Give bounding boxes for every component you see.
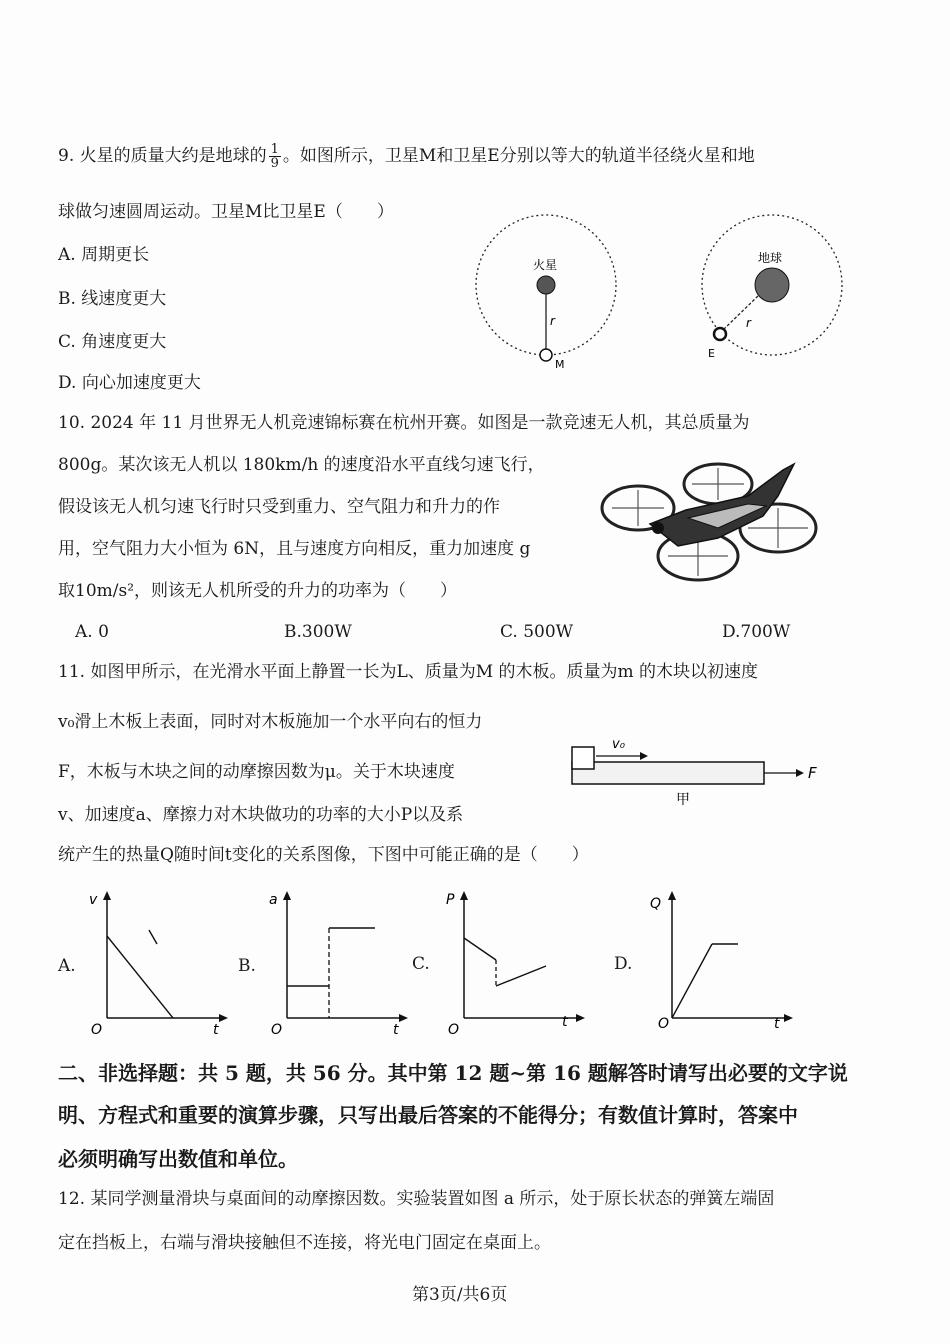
graph-a-ylabel: v [89,892,98,908]
graph-a-line [107,936,173,1018]
graph-c-option-label: C. [412,954,430,974]
page-number-footer: 第3页/共6页 [412,1285,508,1305]
q11-line1: 11. 如图甲所示，在光滑水平面上静置一长为L、质量为M 的木板。质量为m 的木块以初速度 [58,662,759,682]
graph-c-power-time [442,888,592,1038]
wooden-plank [572,762,764,784]
fraction-numerator: 1 [270,142,279,157]
graph-a-velocity-time [85,888,235,1038]
q12-line2: 定在挡板上，右端与滑块接触但不连接，将光电门固定在桌面上。 [58,1233,551,1253]
q11-line4: v、加速度a、摩擦力对木块做功的功率的大小P以及系 [58,805,464,825]
q9-stem-line2: 球做匀速圆周运动。卫星M比卫星E（ ） [58,202,394,222]
mars-planet [537,276,555,294]
satellite-e [714,328,726,340]
q9-stem-line1 [58,143,755,170]
q10-line4: 用，空气阻力大小恒为 6N，且与速度方向相反，重力加速度 g [58,539,531,559]
q11-line2: v₀滑上木板上表面，同时对木板施加一个水平向右的恒力 [58,712,483,732]
q9-option-d: D. 向心加速度更大 [58,373,201,393]
graph-a-option-label: A. [58,956,76,976]
q10-line5: 取10m/s²，则该无人机所受的升力的功率为（ ） [58,581,458,601]
q10-option-b: B.300W [284,622,352,642]
satellite-m [540,349,552,361]
graph-c-origin: O [448,1022,460,1038]
q10-option-a: A. 0 [75,622,109,642]
graph-d-option-label: D. [614,954,633,974]
q9-stem-part2: 。如图所示，卫星M和卫星E分别以等大的轨道半径绕火星和地 [282,146,755,166]
graph-b-origin: O [271,1022,283,1038]
force-label: F [808,764,817,782]
graph-b-acceleration-time [265,888,415,1038]
earth-planet [755,268,789,302]
fraction-denominator: 9 [270,156,279,171]
q10-line2: 800g。某次该无人机以 180km/h 的速度沿水平直线匀速飞行， [58,455,545,475]
plank-block-figure [560,730,830,810]
earth-label: 地球 [758,251,783,265]
small-block [572,747,594,769]
graph-d-xlabel: t [774,1016,780,1032]
graph-c-xlabel: t [562,1014,568,1030]
graph-b-option-label: B. [238,956,256,976]
one-ninth-fraction [269,143,281,170]
q10-line1: 10. 2024 年 11 月世界无人机竞速锦标赛在杭州开赛。如图是一款竞速无人机，其总质量为 [58,413,750,433]
satellite-e-label: E [708,347,715,360]
q11-line3: F，木板与木块之间的动摩擦因数为μ。关于木块速度 [58,762,455,782]
earth-radius-line [724,296,758,329]
graph-a-xlabel: t [213,1022,219,1038]
graph-b-ylabel: a [269,892,278,908]
q10-line3: 假设该无人机匀速飞行时只受到重力、空气阻力和升力的作 [58,497,500,517]
graph-c-decline [464,938,496,960]
racing-drone-image [598,456,828,586]
q12-line1: 12. 某同学测量滑块与桌面间的动摩擦因数。实验装置如图 a 所示，处于原长状态的弹簧左端固 [58,1189,775,1209]
section2-line2: 明、方程式和重要的演算步骤，只写出最后答案的不能得分；有数值计算时，答案中 [58,1103,798,1127]
q10-option-c: C. 500W [500,622,574,642]
graph-a-origin: O [91,1022,103,1038]
v0-label: v₀ [612,737,625,752]
orbit-figure [470,212,850,382]
mars-r-label: r [550,314,555,328]
q9-option-c: C. 角速度更大 [58,332,167,352]
satellite-m-label: M [555,358,565,371]
graph-d-rise [672,944,712,1018]
graph-d-origin: O [658,1016,670,1032]
graph-c-rise [496,966,546,986]
q9-option-a: A. 周期更长 [58,245,150,265]
figure-jia-caption: 甲 [676,792,690,808]
q11-line5: 统产生的热量Q随时间t变化的关系图像，下图中可能正确的是（ ） [58,845,589,865]
mars-label: 火星 [533,258,558,272]
earth-r-label: r [746,316,751,330]
graph-d-ylabel: Q [650,896,662,912]
graph-d-heat-time [650,888,800,1038]
q10-option-d: D.700W [722,622,791,642]
graph-c-ylabel: P [446,892,455,908]
section2-line3: 必须明确写出数值和单位。 [58,1147,298,1171]
q9-option-b: B. 线速度更大 [58,289,167,309]
graph-b-xlabel: t [393,1022,399,1038]
section2-line1: 二、非选择题：共 5 题，共 56 分。其中第 12 题~第 16 题解答时请写出必要的文字说 [58,1061,848,1085]
q9-stem-part1: 9. 火星的质量大约是地球的 [58,146,267,166]
graph-a-segment [149,930,157,944]
